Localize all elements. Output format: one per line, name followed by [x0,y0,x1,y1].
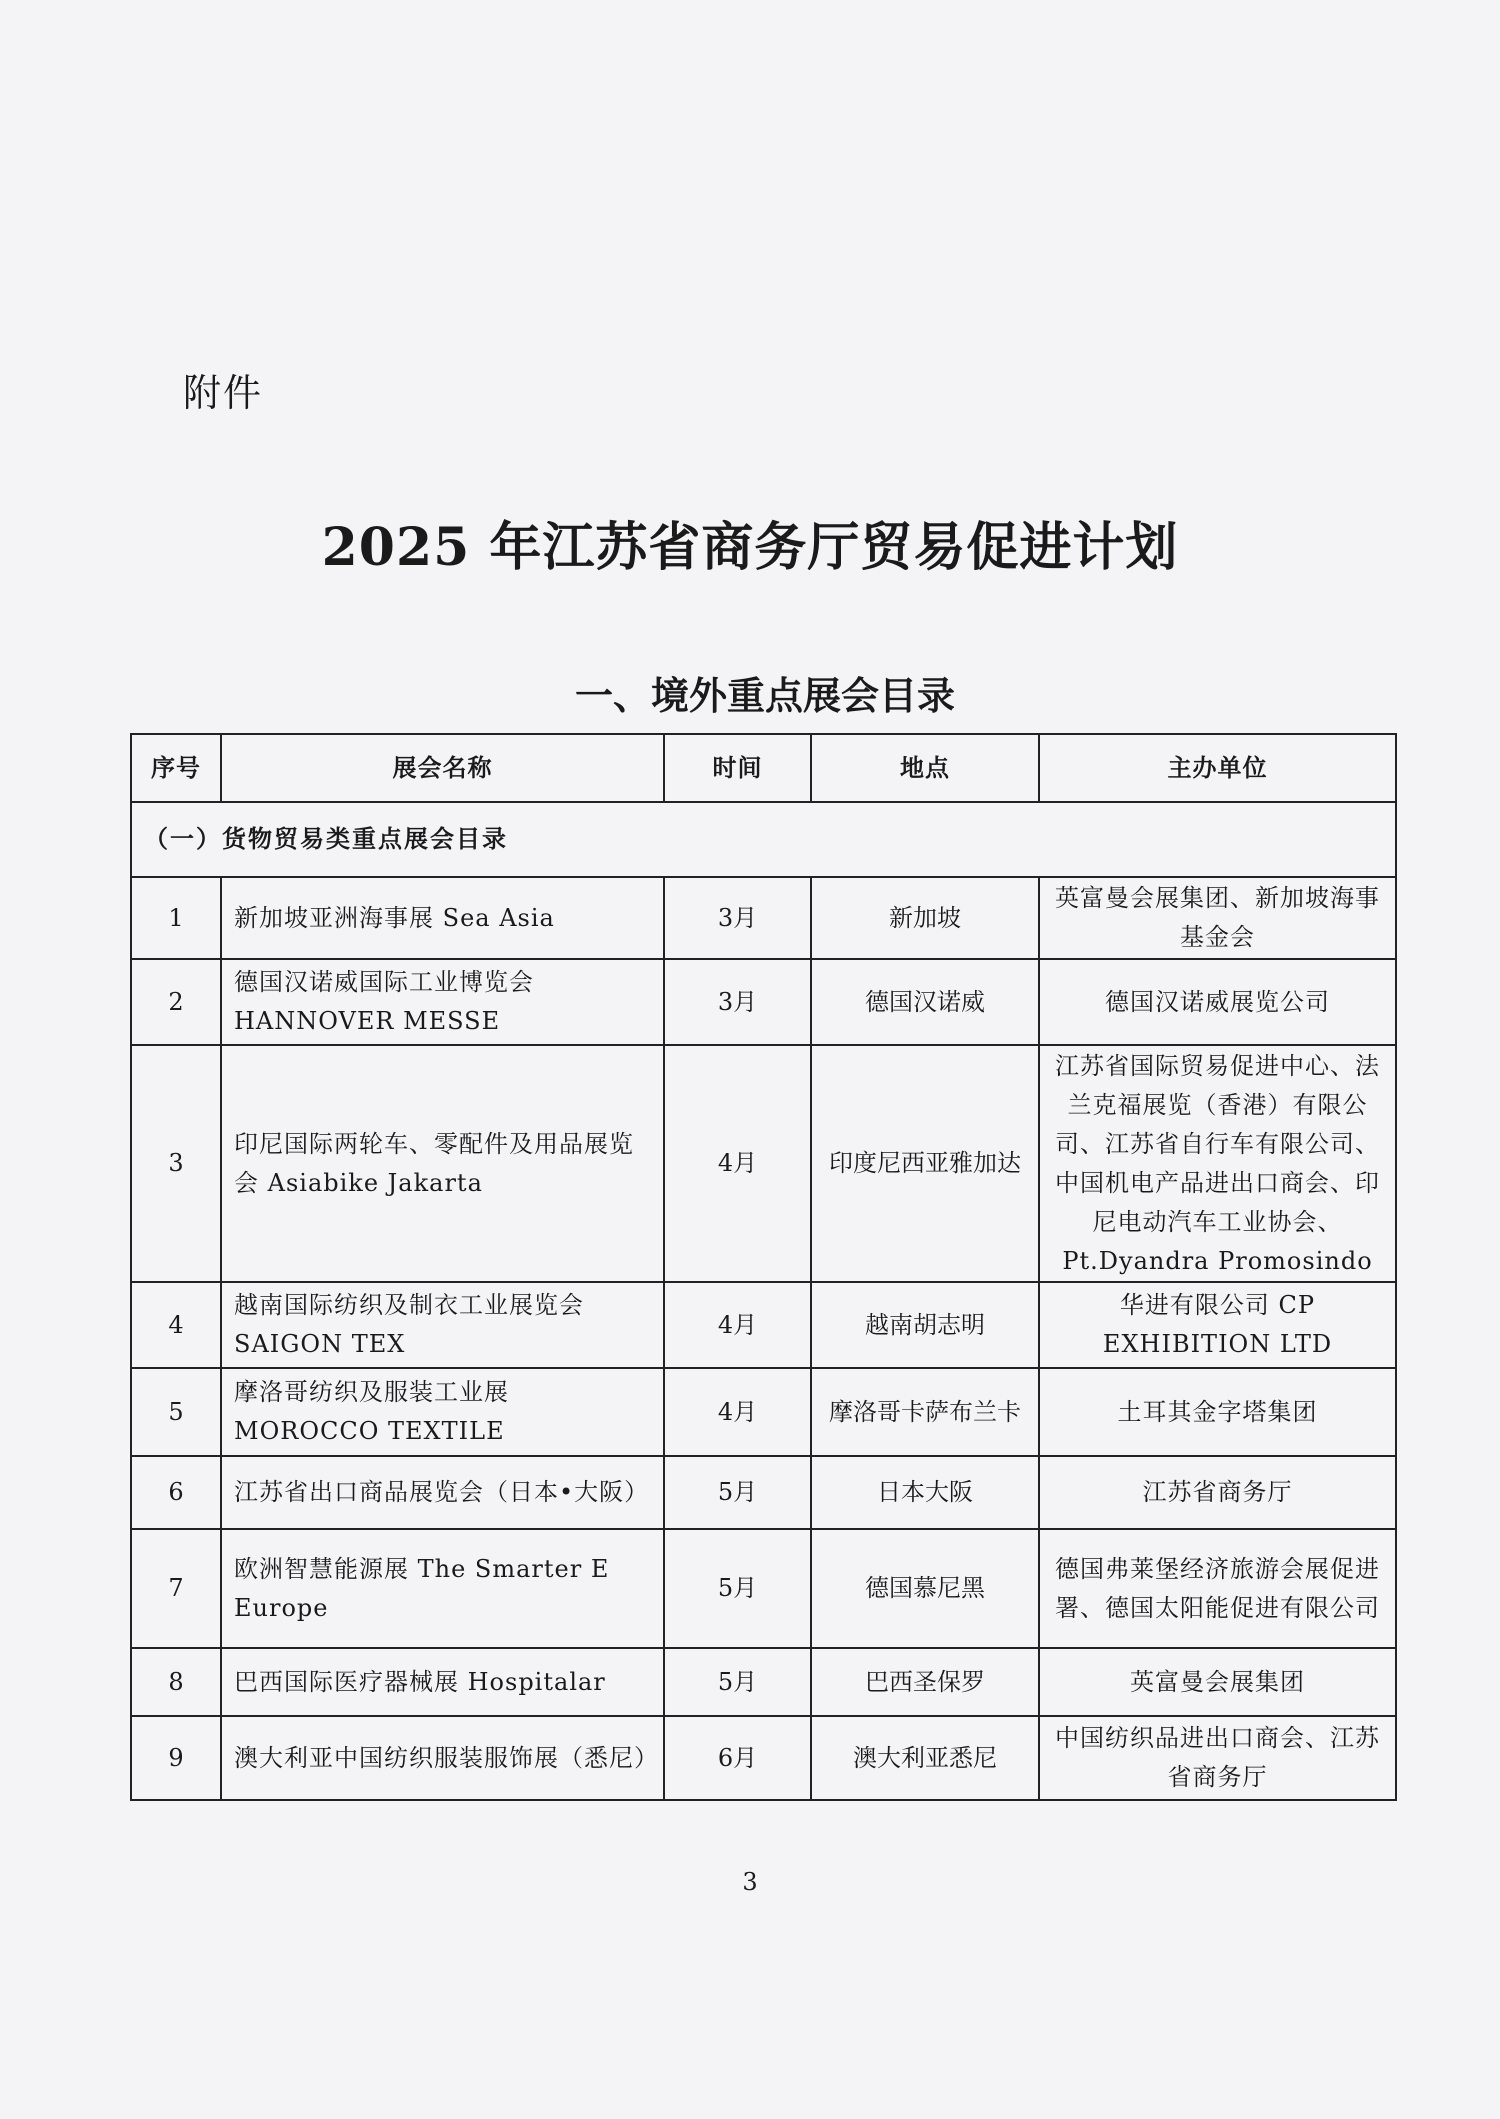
exhibition-time: 5月 [664,1648,811,1716]
row-number: 8 [131,1648,221,1716]
page-number: 3 [742,1868,758,1896]
exhibition-name: 巴西国际医疗器械展 Hospitalar [221,1648,664,1716]
column-header-time: 时间 [664,734,811,802]
exhibition-organizer: 英富曼会展集团、新加坡海事基金会 [1039,877,1396,959]
exhibition-place: 澳大利亚悉尼 [811,1716,1039,1800]
exhibition-place: 新加坡 [811,877,1039,959]
exhibition-name: 江苏省出口商品展览会（日本•大阪） [221,1456,664,1529]
section-row [131,802,1396,877]
attachment-label: 附件 [183,371,264,415]
document-title: 2025 年江苏省商务厅贸易促进计划 [321,517,1179,578]
exhibition-name: 欧洲智慧能源展 The Smarter E Europe [221,1529,664,1648]
exhibition-place: 越南胡志明 [811,1282,1039,1368]
exhibition-time: 6月 [664,1716,811,1800]
column-header-organizer: 主办单位 [1039,734,1396,802]
table-header-row [131,734,1396,802]
row-number: 2 [131,959,221,1045]
exhibition-organizer: 英富曼会展集团 [1039,1648,1396,1716]
table-row [131,1716,1396,1800]
table-row [131,1648,1396,1716]
exhibition-time: 5月 [664,1529,811,1648]
exhibition-organizer: 德国汉诺威展览公司 [1039,959,1396,1045]
exhibition-place: 印度尼西亚雅加达 [811,1045,1039,1282]
exhibition-organizer: 江苏省商务厅 [1039,1456,1396,1529]
exhibition-name: 印尼国际两轮车、零配件及用品展览会 Asiabike Jakarta [221,1045,664,1282]
exhibition-name: 新加坡亚洲海事展 Sea Asia [221,877,664,959]
exhibition-place: 德国慕尼黑 [811,1529,1039,1648]
row-number: 5 [131,1368,221,1456]
column-header-name: 展会名称 [221,734,664,802]
table-row [131,1045,1396,1282]
exhibition-time: 4月 [664,1282,811,1368]
exhibition-time: 3月 [664,959,811,1045]
exhibition-time: 3月 [664,877,811,959]
exhibition-organizer: 土耳其金字塔集团 [1039,1368,1396,1456]
exhibition-time: 4月 [664,1368,811,1456]
exhibition-time: 4月 [664,1045,811,1282]
table-row [131,959,1396,1045]
exhibition-place: 摩洛哥卡萨布兰卡 [811,1368,1039,1456]
table-row [131,1529,1396,1648]
section-label: （一）货物贸易类重点展会目录 [131,802,1396,877]
exhibition-time: 5月 [664,1456,811,1529]
exhibition-organizer: 华进有限公司 CP EXHIBITION LTD [1039,1282,1396,1368]
exhibition-place: 日本大阪 [811,1456,1039,1529]
row-number: 6 [131,1456,221,1529]
table-row [131,1456,1396,1529]
table-row [131,877,1396,959]
exhibition-name: 摩洛哥纺织及服装工业展 MOROCCO TEXTILE [221,1368,664,1456]
exhibition-place: 巴西圣保罗 [811,1648,1039,1716]
exhibition-name: 澳大利亚中国纺织服装服饰展（悉尼） [221,1716,664,1800]
row-number: 7 [131,1529,221,1648]
exhibition-name: 德国汉诺威国际工业博览会 HANNOVER MESSE [221,959,664,1045]
table-row [131,1368,1396,1456]
exhibition-name: 越南国际纺织及制衣工业展览会 SAIGON TEX [221,1282,664,1368]
exhibition-table [130,733,1397,1801]
exhibition-place: 德国汉诺威 [811,959,1039,1045]
row-number: 4 [131,1282,221,1368]
row-number: 9 [131,1716,221,1800]
row-number: 1 [131,877,221,959]
exhibition-organizer: 中国纺织品进出口商会、江苏省商务厅 [1039,1716,1396,1800]
table-row [131,1282,1396,1368]
column-header-place: 地点 [811,734,1039,802]
row-number: 3 [131,1045,221,1282]
exhibition-organizer: 德国弗莱堡经济旅游会展促进署、德国太阳能促进有限公司 [1039,1529,1396,1648]
exhibition-organizer: 江苏省国际贸易促进中心、法兰克福展览（香港）有限公司、江苏省自行车有限公司、中国机电产品进出口商会、印尼电动汽车工业协会、Pt.Dyandra Promosindo [1039,1045,1396,1282]
section-heading: 一、境外重点展会目录 [574,674,955,718]
column-header-number: 序号 [131,734,221,802]
